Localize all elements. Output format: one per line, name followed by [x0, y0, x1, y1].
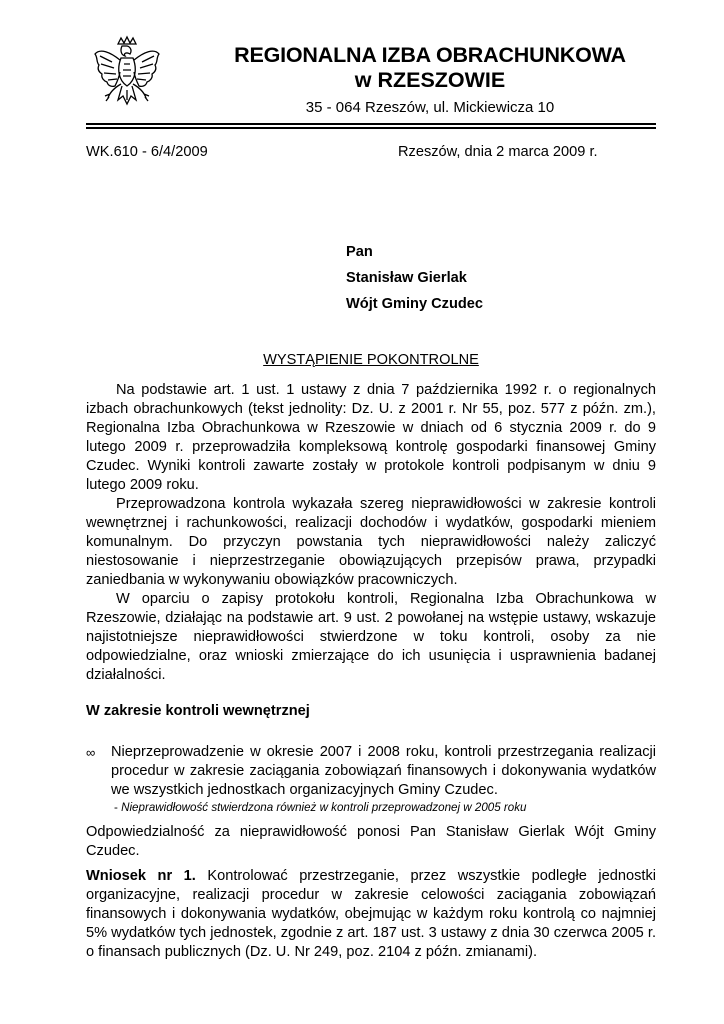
finding-note: - Nieprawidłowość stwierdzona również w kontroli przeprowadzonej w 2005 roku — [114, 801, 527, 814]
eagle-emblem-icon — [92, 34, 162, 122]
recipient-name: Stanisław Gierlak — [346, 270, 467, 286]
recipient-salutation: Pan — [346, 244, 373, 260]
document-body — [86, 381, 656, 962]
document-heading: WYSTĄPIENIE POKONTROLNE — [263, 352, 479, 368]
header-divider-top — [86, 123, 656, 125]
conclusion-label: Wniosek nr 1. — [86, 868, 196, 884]
recipient-position: Wójt Gminy Czudec — [346, 296, 484, 312]
institution-address: 35 - 064 Rzeszów, ul. Mickiewicza 10 — [305, 99, 555, 116]
finding-item — [86, 743, 656, 800]
section-title: W zakresie kontroli wewnętrznej — [86, 703, 310, 719]
place-date: Rzeszów, dnia 2 marca 2009 r. — [398, 144, 598, 160]
reference-number: WK.610 - 6/4/2009 — [86, 144, 208, 160]
paragraph: W oparciu o zapisy protokołu kontroli, Regionalna Izba Obrachunkowa w Rzeszowie, działając na podstawie art. 9 ust. 2 powołanej na wstępie ustawy, wskazuje najistotniejsze nieprawidłowości stwierdzone w toku kontroli, osoby za nie odpowiedzialne, oraz wnioski zmierzające do ich usunięcia i usprawnienia badanej działalności. — [86, 591, 656, 683]
institution-city: w RZESZOWIE — [354, 68, 506, 92]
paragraph: Przeprowadzona kontrola wykazała szereg nieprawidłowości w zakresie kontroli wewnętrznej i rachunkowości, realizacji dochodów i wydatków, gospodarki mieniem komunalnym. Do przyczyn powstania tych nieprawidłowości należy zaliczyć niestosowanie i nieprzestrzeganie obowiązujących przepisów prawa, przypadki zaniedbania w wykonywaniu obowiązków pracowniczych. — [86, 496, 656, 588]
institution-name: REGIONALNA IZBA OBRACHUNKOWA — [234, 43, 626, 67]
header-divider-bottom — [86, 127, 656, 129]
infinity-bullet-icon: ∞ — [86, 745, 96, 760]
responsibility-text: Odpowiedzialność za nieprawidłowość ponosi Pan Stanisław Gierlak Wójt Gminy Czudec. — [86, 824, 656, 859]
finding-text: Nieprzeprowadzenie w okresie 2007 i 2008 roku, kontroli przestrzegania realizacji procedur w zakresie zaciągania zobowiązań finansowych i dokonywania wydatków we wszystkich jednostkach organizacyjnych Gminy Czudec. — [111, 744, 656, 798]
conclusion — [86, 867, 656, 962]
paragraph: Na podstawie art. 1 ust. 1 ustawy z dnia 7 października 1992 r. o regionalnych izbach obrachunkowych (tekst jednolity: Dz. U. z 2001 r. Nr 55, poz. 577 z późn. zm.), Regionalna Izba Obrachunkowa w Rzeszowie w dniach od 6 stycznia 2009 r. do 9 lutego 2009 r. przeprowadziła kompleksową kontrolę gospodarki finansowej Gminy Czudec. Wyniki kontroli zawarte zostały w protokole kontroli podpisanym w dniu 9 lutego 2009 roku. — [86, 382, 656, 493]
conclusion-text: Kontrolować przestrzeganie, przez wszystkie podległe jednostki organizacyjne, realizacji procedur w zakresie celowości zaciągania zobowiązań finansowych i dokonywania wydatków, obejmując w każdym roku kontrolą co najmniej 5% wydatków tych jednostek, zgodnie z art. 187 ust. 3 ustawy z dnia 30 czerwca 2005 r. o finansach publicznych (Dz. U. Nr 249, poz. 2104 z późn. zmianami). — [86, 868, 656, 960]
